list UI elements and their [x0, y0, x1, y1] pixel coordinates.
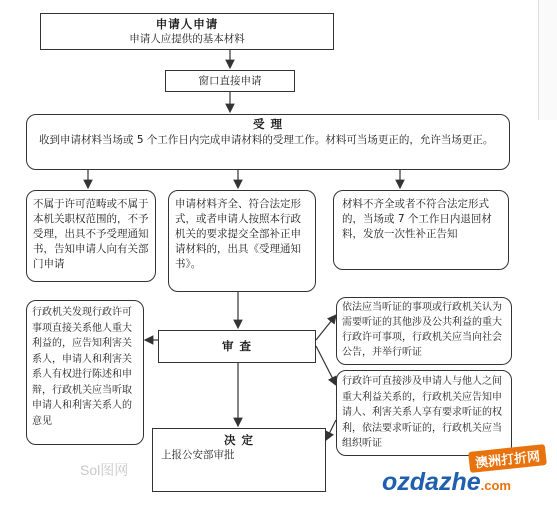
acceptance-box — [26, 114, 510, 170]
brand-url-name: ozdazhe — [382, 468, 481, 496]
acceptance-text: 收到申请材料当场或 5 个工作日内完成申请材料的受理工作。材料可当场更正的，允许当场更正。 — [39, 134, 494, 146]
brand-watermark — [380, 448, 552, 500]
reject-box — [26, 190, 156, 282]
arrow-hearing-to-decision — [326, 420, 336, 440]
arrow-review-to-hearing-party — [316, 346, 336, 385]
window-apply-box — [165, 70, 295, 92]
arrow-review-to-hearing-public — [316, 315, 336, 340]
applicant-title: 申请人申请 — [155, 17, 219, 31]
third-party-text: 行政机关发现行政许可事项直接关系他人重大利益的，应告知利害关系人，申请人和利害关系人有权进行陈述和申辩，行政机关应当听取申请人和利害关系人的意见 — [32, 307, 132, 427]
review-title: 审 查 — [221, 339, 252, 353]
applicant-subtitle: 申请人应提供的基本材料 — [129, 33, 245, 45]
review-box — [158, 330, 316, 363]
window-apply-label: 窗口直接申请 — [198, 75, 262, 87]
applicant-box — [40, 13, 334, 50]
decision-text: 上报公安部审批 — [161, 449, 235, 461]
accept-complete-box — [168, 190, 316, 292]
third-party-box — [26, 300, 144, 445]
hearing-party-text: 行政许可直接涉及申请人与他人之间重大利益关系的，行政机关应告知申请人、利害关系人享有要求听证的权利，依法要求听证的，行政机关应当组织听证 — [342, 376, 502, 449]
hearing-public-box — [336, 297, 512, 365]
brand-url — [382, 468, 511, 497]
decision-title: 决 定 — [223, 433, 254, 447]
decision-box — [152, 428, 326, 492]
hearing-public-text: 依法应当听证的事项或行政机关认为需要听证的其他涉及公共利益的重大行政许可事项，行政机关应当向社会公告，并举行听证 — [342, 302, 502, 358]
incomplete-box — [333, 190, 509, 270]
watermark-left: Sol图网 — [80, 462, 129, 478]
accept-complete-text: 申请材料齐全、符合法定形式，或者申请人按照本行政机关的要求提交全部补正申请材料的，出具《受理通知书》。 — [175, 198, 301, 270]
brand-cn: 澳洲打折网 — [468, 444, 547, 473]
acceptance-title: 受 理 — [252, 117, 283, 131]
page-scrollbar[interactable] — [538, 0, 557, 120]
reject-text: 不属于许可范畴或不属于本机关职权范围的，不予受理，出具不予受理通知书，告知申请人向有关部门申请 — [33, 198, 149, 270]
brand-url-tld: .com — [480, 478, 511, 493]
hearing-party-box — [336, 370, 512, 456]
incomplete-text: 材料不齐全或者不符合法定形式的，当场或 7 个工作日内退回材料，发放一次性补正告知 — [342, 198, 492, 240]
